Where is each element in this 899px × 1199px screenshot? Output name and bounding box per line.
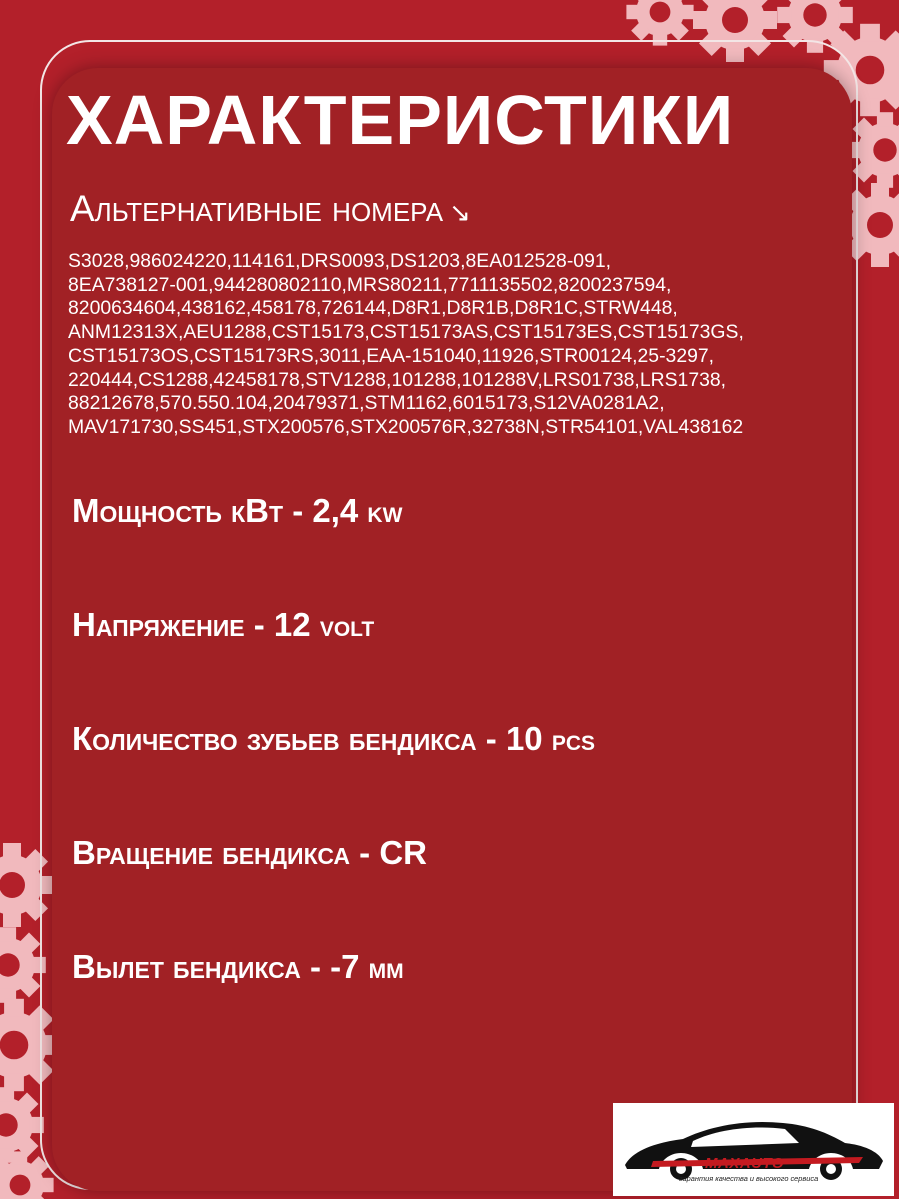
spec-label: Количество зубьев бендикса bbox=[72, 720, 477, 757]
arrow-down-right-icon: ↘ bbox=[449, 197, 471, 227]
alternative-numbers-heading bbox=[70, 188, 830, 230]
part-numbers-line: MAV171730,SS451,STX200576,STX200576R,32738N,STR54101,VAL438162 bbox=[68, 415, 744, 438]
spec-label: Вращение бендикса bbox=[72, 834, 350, 871]
spec-value: -7 bbox=[330, 948, 360, 985]
spec-value: 2,4 bbox=[312, 492, 359, 529]
spec-offset bbox=[72, 948, 852, 986]
subtitle-text: Альтернативные номера bbox=[70, 188, 444, 229]
spec-value: 12 bbox=[273, 606, 311, 643]
spec-unit: kw bbox=[367, 496, 403, 529]
part-numbers-line: CST15173OS,CST15173RS,3011,EAA-151040,11926,STR00124,25-3297, bbox=[68, 344, 715, 367]
spec-separator: - bbox=[244, 606, 274, 643]
spec-label: Вылет бендикса bbox=[72, 948, 301, 985]
part-numbers-list bbox=[68, 250, 848, 440]
spec-separator: - bbox=[300, 948, 331, 985]
page-title: ХАРАКТЕРИСТИКИ bbox=[66, 81, 735, 159]
spec-value: CR bbox=[379, 834, 427, 871]
part-numbers-line: S3028,986024220,114161,DRS0093,DS1203,8EA012528-091, bbox=[68, 250, 612, 272]
spec-teeth-count bbox=[72, 720, 852, 758]
spec-unit: мм bbox=[368, 952, 404, 985]
spec-unit: volt bbox=[319, 610, 375, 643]
part-numbers-line: ANM12313X,AEU1288,CST15173,CST15173AS,CST15173ES,CST15173GS, bbox=[68, 321, 744, 344]
spec-unit: pcs bbox=[551, 724, 596, 757]
spec-rotation bbox=[72, 834, 852, 872]
brand-name: MAXAUTO bbox=[705, 1155, 785, 1172]
spec-label: Мощность кВт bbox=[72, 492, 284, 529]
spec-voltage bbox=[72, 606, 852, 644]
spec-value: 10 bbox=[505, 720, 543, 757]
brand-slogan: гарантия качества и высокого сервиса bbox=[679, 1174, 819, 1183]
spec-separator: - bbox=[283, 492, 313, 529]
part-numbers-line: 88212678,570.550.104,20479371,STM1162,6015173,S12VA0281A2, bbox=[68, 392, 665, 415]
part-numbers-line: 8200634604,438162,458178,726144,D8R1,D8R1B,D8R1C,STRW448, bbox=[68, 297, 678, 320]
maxauto-logo bbox=[613, 1103, 894, 1196]
spec-separator: - bbox=[476, 720, 506, 757]
part-numbers-line: 8EA738127-001,944280802110,MRS80211,7711135502,8200237594, bbox=[68, 273, 672, 296]
spec-power bbox=[72, 492, 852, 530]
part-numbers-line: 220444,CS1288,42458178,STV1288,101288,101288V,LRS01738,LRS1738, bbox=[68, 368, 727, 391]
spec-label: Напряжение bbox=[72, 606, 245, 643]
spec-separator: - bbox=[349, 834, 380, 871]
